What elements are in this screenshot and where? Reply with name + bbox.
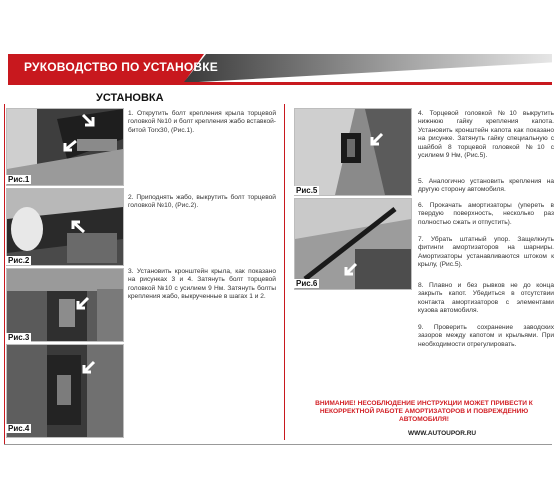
step-1: 1. Открутить болт крепления крыла торцевой головкой №10 и болт крепления жабо вставкой-битой Torx30, (Рис.1).: [128, 110, 276, 134]
step-6: 6. Прокачать амортизаторы (упереть в твердую поверхность, несколько раз полностью сжать и отпустить).: [418, 202, 554, 226]
step-8: 8. Плавно и без рывков не до конца закрыть капот. Убедиться в отсутствии контакта амортизаторов с элементами кузова автомобиля.: [418, 282, 554, 315]
column-divider: [284, 104, 285, 440]
step-2: 2. Приподнять жабо, выкрутить болт торцевой головкой №10, (Рис.2).: [128, 194, 276, 210]
page-title: РУКОВОДСТВО ПО УСТАНОВКЕ: [24, 60, 218, 74]
arrow-icon: [78, 360, 96, 378]
figure-2-photo: [6, 188, 124, 266]
step-4: 4. Торцевой головкой №10 выкрутить нижнюю гайку крепления капота. Установить кронштейн капота как показано на рисунке. Затянуть гайку специальную с шайбой 8 торцевой головкой №10 с усилием 9 Нм, (Рис.5).: [418, 110, 554, 160]
section-title: УСТАНОВКА: [96, 92, 164, 104]
figure-3-photo: [6, 268, 124, 342]
header-banner: [8, 54, 552, 82]
figure-5-photo: [294, 108, 412, 196]
step-5: 5. Аналогично установить крепления на другую сторону автомобиля.: [418, 178, 554, 194]
warning-text: ВНИМАНИЕ! НЕСОБЛЮДЕНИЕ ИНСТРУКЦИИ МОЖЕТ ПРИВЕСТИ К НЕКОРРЕКТНОЙ РАБОТЕ АМОРТИЗАТОРОВ И ПОВРЕЖДЕНИЮ АВТОМОБИЛЯ!: [315, 400, 533, 423]
figure-caption: Рис.3: [8, 333, 30, 342]
arrow-icon: [72, 296, 90, 314]
arrow-icon: [340, 262, 358, 280]
website-link[interactable]: WWW.AUTOUPOR.RU: [408, 430, 477, 437]
figure-caption: Рис.5: [296, 186, 318, 195]
step-9: 9. Проверить сохранение заводских зазоров между капотом и крыльями. При необходимости отрегулировать.: [418, 324, 554, 348]
figure-caption: Рис.2: [8, 256, 30, 265]
arrow-icon: [80, 112, 98, 130]
arrow-icon: [68, 216, 86, 234]
arrow-icon: [366, 132, 384, 150]
figure-caption: Рис.6: [296, 279, 318, 288]
arrow-icon: [60, 138, 78, 156]
figure-caption: Рис.4: [8, 424, 30, 433]
banner-underline: [8, 82, 552, 85]
bottom-frame-line: [4, 444, 552, 445]
left-frame-line: [4, 104, 5, 444]
figure-caption: Рис.1: [8, 175, 30, 184]
banner-dark-segment: [184, 54, 552, 82]
step-3: 3. Установить кронштейн крыла, как показано на рисунках 3 и 4. Затянуть болт торцевой головкой №10 с усилием 9 Нм. Затянуть болты крепления жабо, выкрученные в шагах 1 и 2.: [128, 268, 276, 301]
step-7: 7. Убрать штатный упор. Защелкнуть фитинги амортизаторов на шарниры. Амортизаторы устанавливаются штоком к крылу, (Рис.5).: [418, 236, 554, 269]
